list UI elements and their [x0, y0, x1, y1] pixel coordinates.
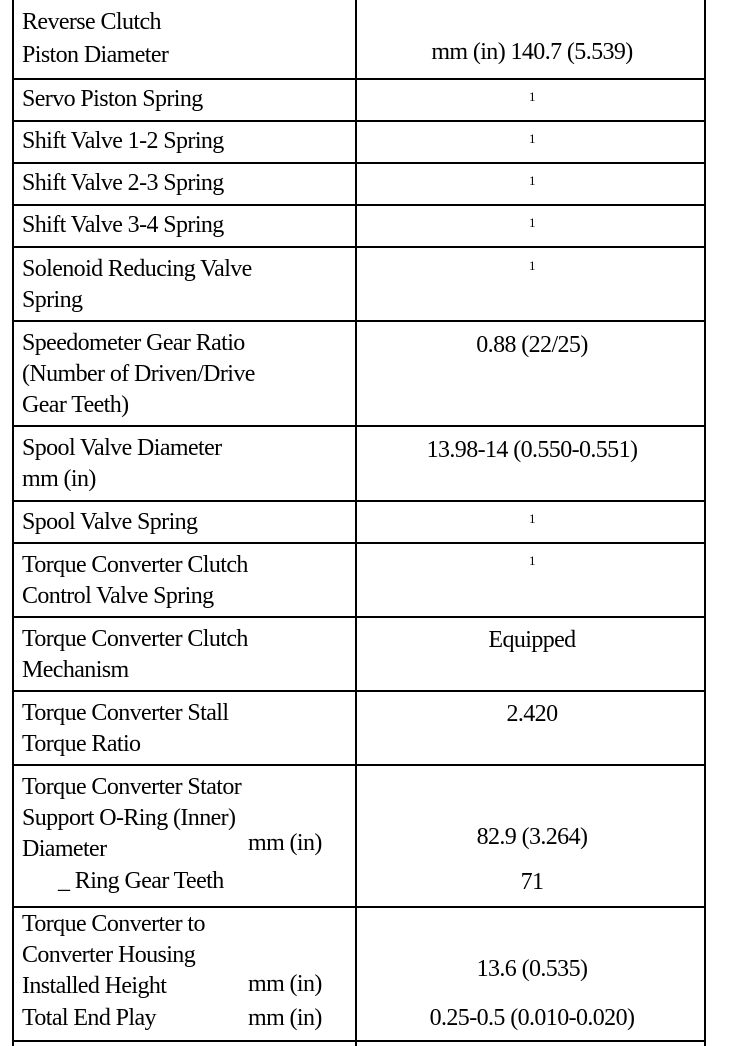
row-13-unit-2: mm (in): [248, 1005, 322, 1031]
row-7-label-line-2: mm (in): [22, 466, 96, 492]
row-12-label-line-3: Diameter: [22, 836, 107, 862]
row-0-label-line-1: Reverse Clutch: [22, 9, 161, 35]
row-8-footnote: 1: [529, 511, 535, 526]
row-9-label-line-1: Torque Converter Clutch: [22, 552, 248, 578]
row-10-label-line-1: Torque Converter Clutch: [22, 626, 248, 652]
row-11-label-line-1: Torque Converter Stall: [22, 700, 229, 726]
row-3-label: Shift Valve 2-3 Spring: [22, 170, 224, 196]
row-6-label-line-1: Speedometer Gear Ratio: [22, 330, 245, 356]
row-divider: [12, 162, 706, 164]
row-divider: [12, 246, 706, 248]
row-12-label-line-2: Support O-Ring (Inner): [22, 805, 236, 831]
table-column-divider: [355, 0, 357, 1046]
row-12-value-2: 71: [520, 869, 544, 895]
row-0-value: mm (in) 140.7 (5.539): [431, 39, 633, 65]
row-4-label: Shift Valve 3-4 Spring: [22, 212, 224, 238]
row-divider: [12, 204, 706, 206]
row-divider: [12, 500, 706, 502]
row-5-footnote: 1: [529, 258, 535, 273]
row-11-value: 2.420: [506, 701, 558, 727]
row-divider: [12, 425, 706, 427]
row-divider: [12, 690, 706, 692]
row-10-label-line-2: Mechanism: [22, 657, 129, 683]
row-2-footnote: 1: [529, 131, 535, 146]
table-left-border: [12, 0, 14, 1046]
row-2-label: Shift Valve 1-2 Spring: [22, 128, 224, 154]
row-divider: [12, 320, 706, 322]
row-13-value-1: 13.6 (0.535): [476, 956, 588, 982]
row-5-label-line-2: Spring: [22, 287, 83, 313]
row-12-label-line-4: _ Ring Gear Teeth: [58, 868, 224, 894]
row-3-footnote: 1: [529, 173, 535, 188]
row-12-unit: mm (in): [248, 830, 322, 856]
row-6-label-line-3: Gear Teeth): [22, 392, 129, 418]
row-6-label-line-2: (Number of Driven/Drive: [22, 361, 255, 387]
row-divider: [12, 120, 706, 122]
row-12-label-line-1: Torque Converter Stator: [22, 774, 242, 800]
row-divider: [12, 764, 706, 766]
row-0-label-line-2: Piston Diameter: [22, 42, 169, 68]
row-7-value: 13.98-14 (0.550-0.551): [426, 437, 638, 463]
row-divider: [12, 78, 706, 80]
row-divider: [12, 1040, 706, 1042]
row-12-value-1: 82.9 (3.264): [476, 824, 588, 850]
row-6-value: 0.88 (22/25): [476, 332, 588, 358]
row-13-label-line-2: Converter Housing: [22, 942, 196, 968]
row-13-unit-1: mm (in): [248, 971, 322, 997]
row-13-label-line-3: Installed Height: [22, 973, 167, 999]
row-4-footnote: 1: [529, 215, 535, 230]
row-divider: [12, 616, 706, 618]
row-13-label-line-4: Total End Play: [22, 1005, 156, 1031]
row-divider: [12, 542, 706, 544]
row-divider: [12, 906, 706, 908]
row-11-label-line-2: Torque Ratio: [22, 731, 141, 757]
row-9-footnote: 1: [529, 553, 535, 568]
row-13-label-line-1: Torque Converter to: [22, 911, 205, 937]
row-5-label-line-1: Solenoid Reducing Valve: [22, 256, 252, 282]
row-1-footnote: 1: [529, 89, 535, 104]
row-7-label-line-1: Spool Valve Diameter: [22, 435, 222, 461]
row-10-value: Equipped: [488, 627, 576, 653]
row-13-value-2: 0.25-0.5 (0.010-0.020): [429, 1005, 635, 1031]
row-9-label-line-2: Control Valve Spring: [22, 583, 214, 609]
row-8-label: Spool Valve Spring: [22, 509, 198, 535]
row-1-label: Servo Piston Spring: [22, 86, 203, 112]
